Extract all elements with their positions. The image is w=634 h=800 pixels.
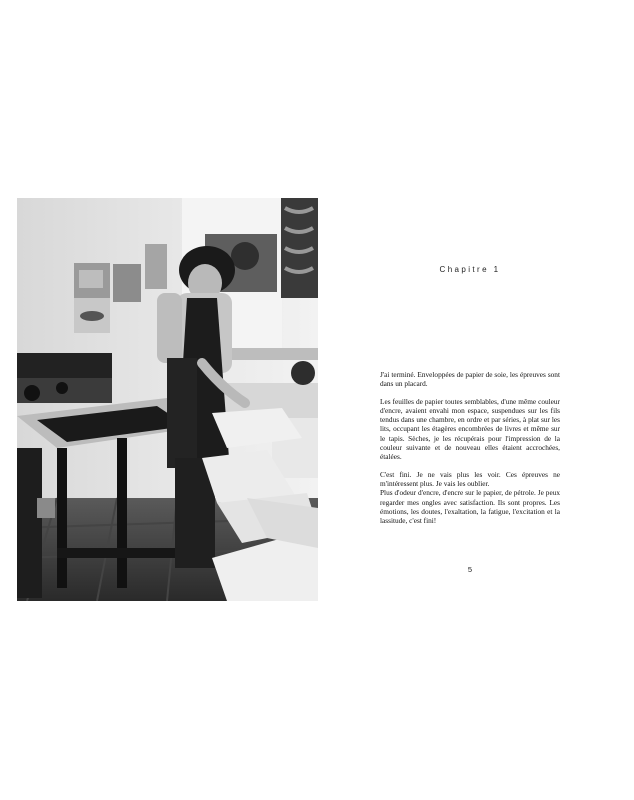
paragraph: J'ai terminé. Enveloppées de papier de soie, les épreuves sont dans un placard.: [380, 370, 560, 389]
chapter-heading: Chapitre 1: [439, 265, 501, 274]
paragraph: [380, 470, 560, 526]
page-number: 5: [467, 565, 473, 574]
body-text: [380, 370, 560, 533]
paragraph-line: Plus d'odeur d'encre, d'encre sur le papier, de pétrole. Je peux regarder mes ongles avec satisfaction. Ils sont propres. Les émotions, les doutes, l'exaltation, la fatigue, l'excitation et la lassitude, c'est fini!: [380, 488, 560, 526]
printmaking-studio-photo: [17, 198, 318, 601]
paragraph-line: C'est fini. Je ne vais plus les voir. Ces épreuves ne m'intéressent plus. Je vais les oublier.: [380, 469, 560, 488]
paragraph: Les feuilles de papier toutes semblables, d'une même couleur d'encre, avaient envahi mon espace, suspendues sur les fils tendus dans une chambre, en ordre et par séries, à plat sur les lits, occupant les étagères encombrées de livres et même sur le tapis. Sèches, je les récupérais pour l'impression de la couleur suivante et de nouveau elles étaient accrochées, étalées.: [380, 396, 560, 462]
